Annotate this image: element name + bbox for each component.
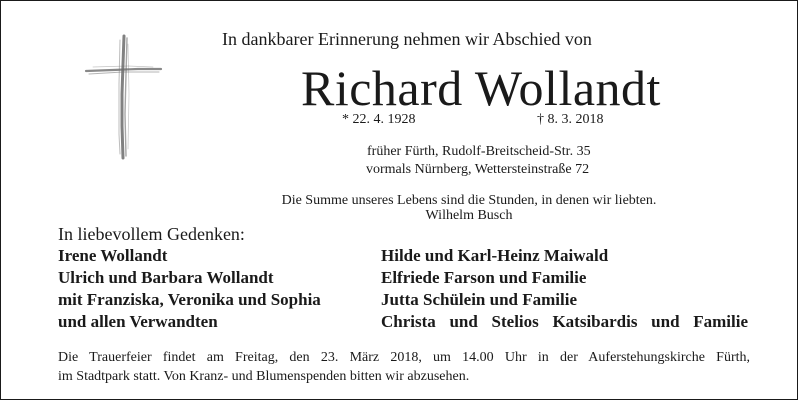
deceased-name: Richard Wollandt <box>301 60 661 116</box>
address-former: früher Fürth, Rudolf-Breitscheid-Str. 35 <box>367 144 591 159</box>
intro-text: In dankbarer Erinnerung nehmen wir Abschied von <box>222 29 592 49</box>
mourners-left-column <box>58 245 321 333</box>
quote-author: Wilhelm Busch <box>425 208 513 223</box>
funeral-info <box>58 348 750 386</box>
mourner-line: und allen Verwandten <box>58 312 218 331</box>
mourner-line: Christa und Stelios Katsibardis und Familie <box>381 312 748 331</box>
mourner-line: Jutta Schülein und Familie <box>381 290 578 309</box>
mourners-right-column <box>381 245 748 333</box>
funeral-info-line: im Stadtpark statt. Von Kranz- und Blumenspenden bitten wir abzusehen. <box>58 369 470 384</box>
memory-heading: In liebevollem Gedenken: <box>58 224 245 244</box>
mourner-line: Elfriede Farson und Familie <box>381 268 587 287</box>
mourner-line: Irene Wollandt <box>58 246 168 265</box>
address-previous: vormals Nürnberg, Wettersteinstraße 72 <box>366 162 590 177</box>
mourner-line: Hilde und Karl-Heinz Maiwald <box>381 246 609 265</box>
death-date: † 8. 3. 2018 <box>537 112 604 127</box>
birth-date: * 22. 4. 1928 <box>342 112 416 127</box>
quote: Die Summe unseres Lebens sind die Stunden, in denen wir liebten. <box>281 193 657 208</box>
funeral-info-line: Die Trauerfeier findet am Freitag, den 23. März 2018, um 14.00 Uhr in der Auferstehungskirche Fürth, <box>58 350 750 365</box>
mourner-line: mit Franziska, Veronika und Sophia <box>58 290 321 309</box>
sketched-cross-icon <box>83 34 163 160</box>
mourner-line: Ulrich und Barbara Wollandt <box>58 268 274 287</box>
